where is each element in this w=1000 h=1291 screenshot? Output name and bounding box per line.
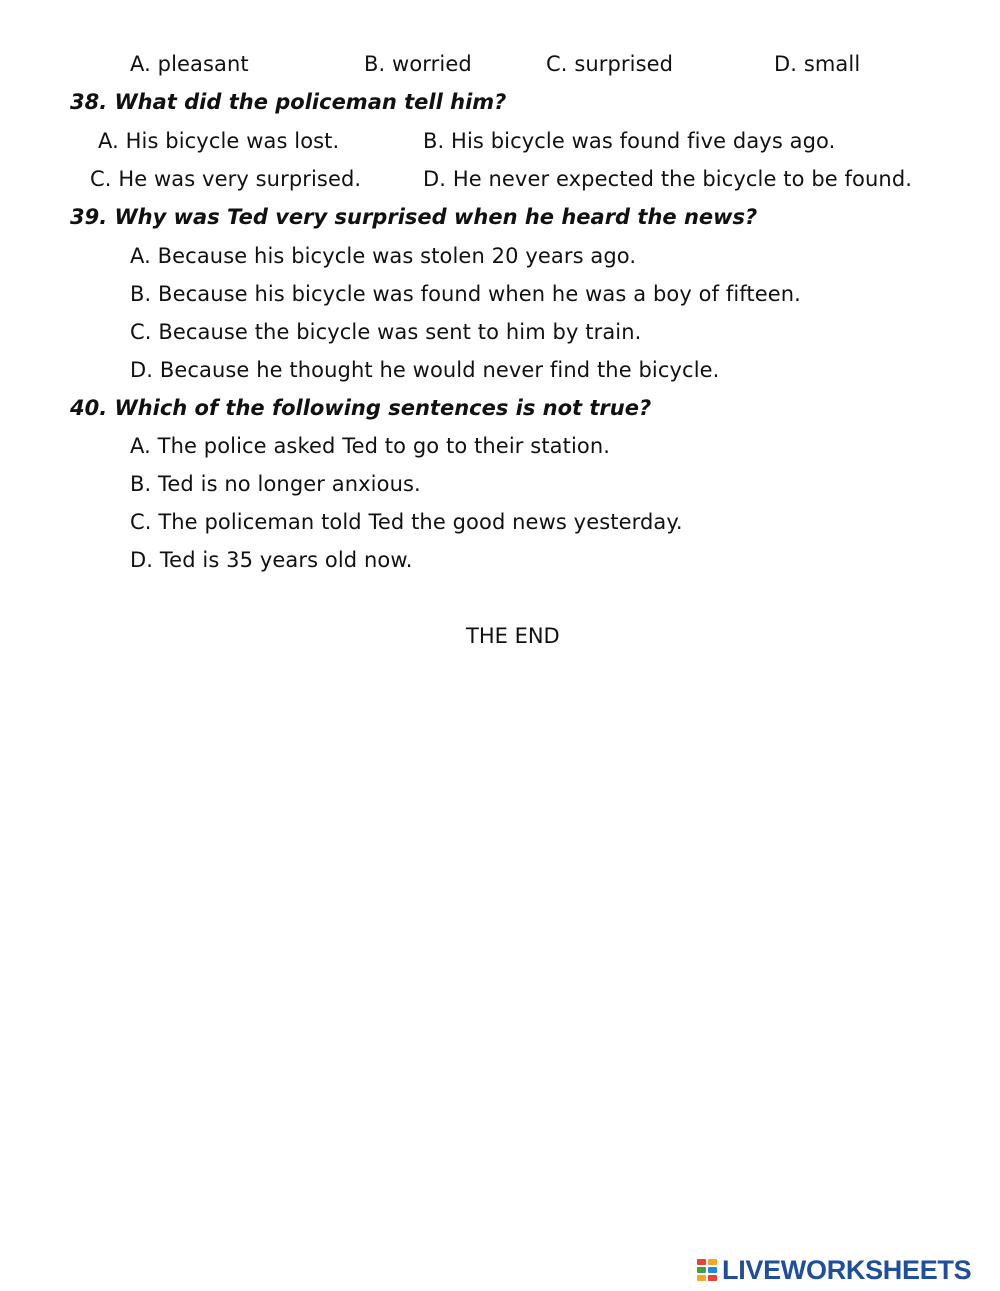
end-text: THE END [466,624,560,648]
q38-option-d: D. He never expected the bicycle to be found. [423,167,913,191]
liveworksheets-logo-icon [697,1257,719,1283]
q40-option-a: A. The police asked Ted to go to their station. [130,434,611,458]
brand-name: LIVEWORKSHEETS [722,1255,972,1285]
q38-option-b: B. His bicycle was found five days ago. [423,129,836,153]
q40-option-c: C. The policeman told Ted the good news yesterday. [130,510,683,534]
q39-option-b: B. Because his bicycle was found when he was a boy of fifteen. [130,282,801,306]
q39-option-c: C. Because the bicycle was sent to him by train. [130,320,642,344]
q38-question: 38. What did the policeman tell him? [70,90,507,114]
q39-option-a: A. Because his bicycle was stolen 20 years ago. [130,244,637,268]
q38-option-a: A. His bicycle was lost. [98,129,340,153]
q37-option-a: A. pleasant [130,52,249,76]
q37-option-b: B. worried [364,52,472,76]
brand-watermark[interactable] [697,1255,971,1285]
q40-question: 40. Which of the following sentences is not true? [70,396,652,420]
q39-question: 39. Why was Ted very surprised when he heard the news? [70,205,758,229]
q38-option-c: C. He was very surprised. [90,167,362,191]
q39-option-d: D. Because he thought he would never find the bicycle. [130,358,720,382]
q37-option-c: C. surprised [546,52,674,76]
q40-option-b: B. Ted is no longer anxious. [130,472,421,496]
q40-option-d: D. Ted is 35 years old now. [130,548,413,572]
q37-option-d: D. small [774,52,861,76]
